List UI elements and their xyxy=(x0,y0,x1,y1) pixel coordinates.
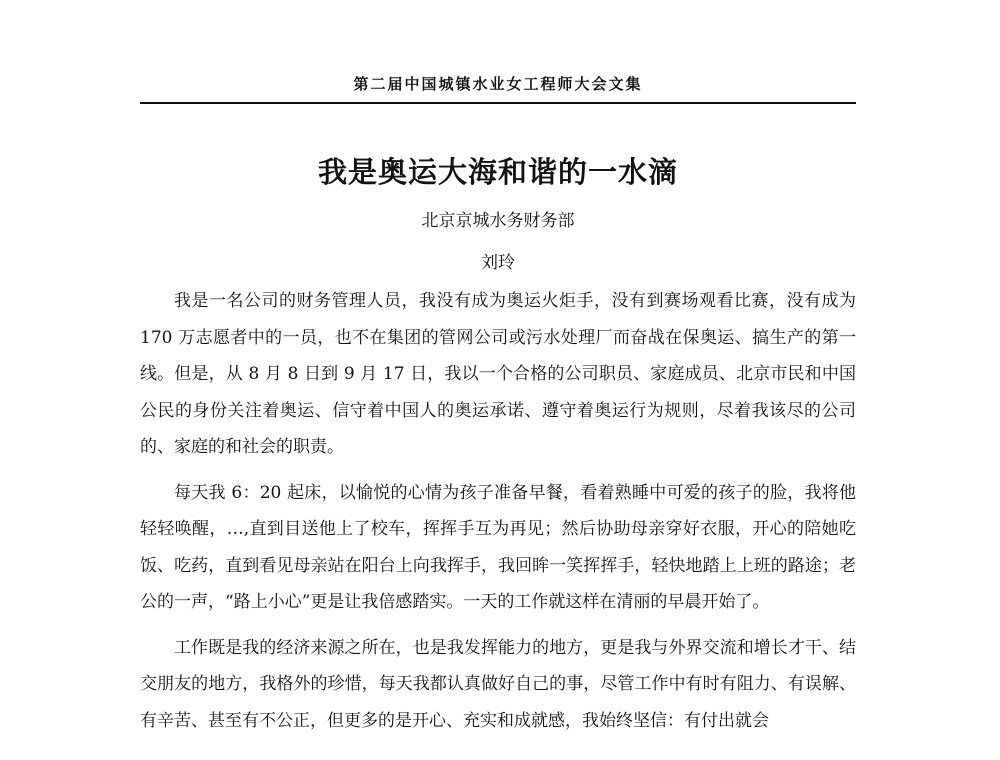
paragraph-3: 工作既是我的经济来源之所在，也是我发挥能力的地方，更是我与外界交流和增长才干、结交朋友的地方，我格外的珍惜，每天我都认真做好自己的事，尽管工作中有时有阻力、有误解、有辛苦、甚至有不公正，但更多的是开心、充实和成就感，我始终坚信：有付出就会 xyxy=(140,637,856,731)
author-name: 刘玲 xyxy=(481,253,515,273)
article-title: 我是奥运大海和谐的一水滴 xyxy=(317,155,678,189)
paragraph-2: 每天我 6：20 起床，以愉悦的心情为孩子准备早餐，看着熟睡中可爱的孩子的脸，我将他轻轻唤醒，…,直到目送他上了校车，挥挥手互为再见；然后协助母亲穿好衣服，开心的陪她吃饭、吃药，直到看见母亲站在阳台上向我挥手，我回眸一笑挥挥手，轻快地踏上上班的路途；老公的一声，“路上小心”更是让我倍感踏实。一天的工作就这样在清丽的早晨开始了。 xyxy=(140,482,856,612)
author-organization: 北京京城水务财务部 xyxy=(421,211,575,231)
running-header: 第二届中国城镇水业女工程师大会文集 xyxy=(353,75,643,93)
header-rule xyxy=(140,102,856,104)
article-body xyxy=(140,283,856,748)
paragraph-1: 我是一名公司的财务管理人员，我没有成为奥运火炬手，没有到赛场观看比赛，没有成为 170 万志愿者中的一员，也不在集团的管网公司或污水处理厂而奋战在保奥运、搞生产的第一线。但是，从 8 月 8 日到 9 月 17 日，我以一个合格的公司职员、家庭成员、北京市民和中国公民的身份关注着奥运、信守着中国人的奥运承诺、遵守着奥运行为规则，尽着我该尽的公司的、家庭的和社会的职责。 xyxy=(140,291,856,457)
